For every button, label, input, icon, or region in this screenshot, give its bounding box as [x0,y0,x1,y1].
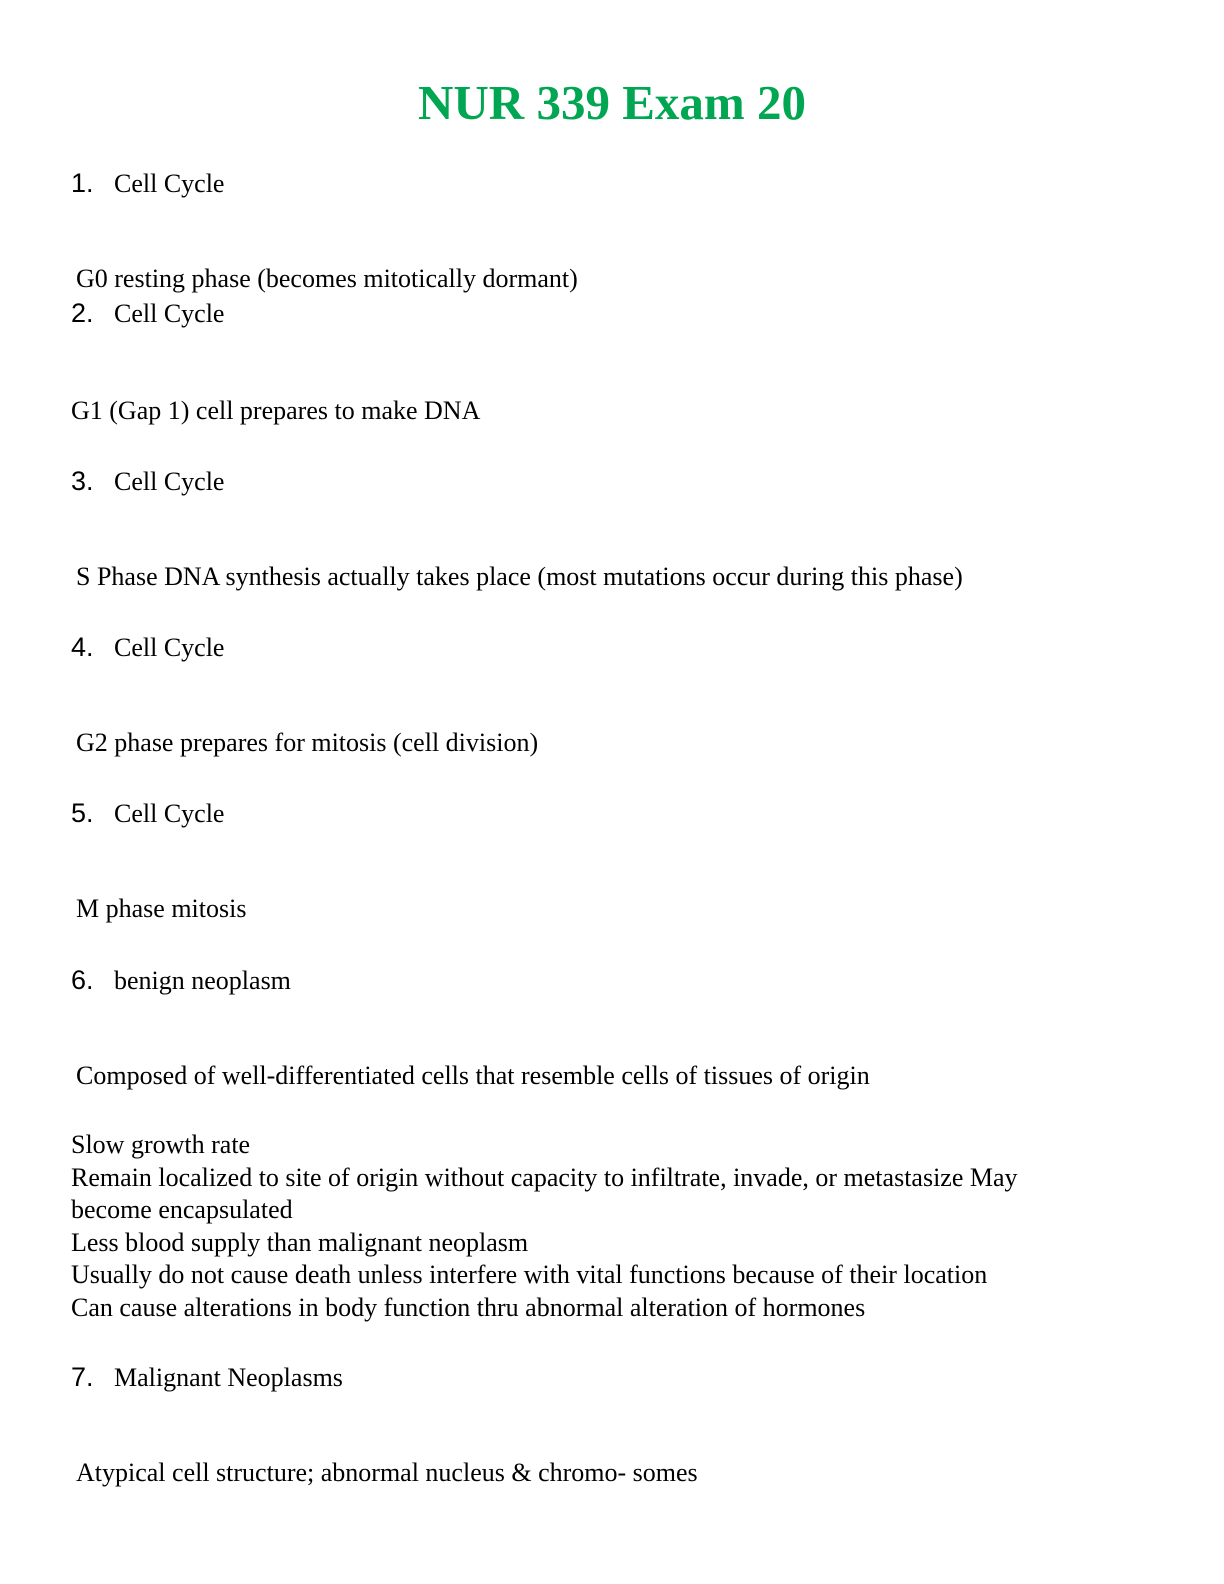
card-number: 3. [71,466,94,496]
card-term: Cell Cycle [114,633,225,662]
card-3-answer: S Phase DNA synthesis actually takes place (most mutations occur during this phase) [76,562,963,591]
card-number: 2. [71,298,94,328]
card-7-answer: Atypical cell structure; abnormal nucleus & chromo- somes [76,1458,698,1487]
card-term: Cell Cycle [114,799,225,828]
card-6-details [71,1129,1071,1324]
detail-line: Less blood supply than malignant neoplasm [71,1227,529,1257]
card-4-question [71,631,224,664]
page-title: NUR 339 Exam 20 [418,75,806,130]
card-5-answer: M phase mitosis [76,894,247,923]
detail-line: Slow growth rate [71,1130,251,1159]
card-term: benign neoplasm [114,966,291,995]
card-term: Cell Cycle [114,169,225,198]
detail-line: Usually do not cause death unless interfere with vital functions because of their location [71,1260,988,1289]
card-1-answer: G0 resting phase (becomes mitotically dormant) [76,264,578,293]
card-number: 7. [71,1362,94,1392]
card-term: Malignant Neoplasms [114,1363,343,1392]
card-7-question [71,1361,343,1394]
card-number: 4. [71,632,94,662]
detail-line: Can cause alterations in body function thru abnormal alteration of hormones [71,1292,866,1322]
card-number: 5. [71,798,94,828]
card-5-question [71,797,224,830]
card-term: Cell Cycle [114,299,225,328]
card-number: 1. [71,168,94,198]
card-6-question [71,964,291,997]
card-4-answer: G2 phase prepares for mitosis (cell division) [76,728,539,757]
card-2-answer: G1 (Gap 1) cell prepares to make DNA [71,396,481,425]
card-number: 6. [71,965,94,995]
card-3-question [71,465,224,498]
card-term: Cell Cycle [114,467,225,496]
detail-line: Remain localized to site of origin without capacity to infiltrate, invade, or metastasize May become encapsulated [71,1162,1018,1224]
card-6-answer: Composed of well-differentiated cells that resemble cells of tissues of origin [76,1061,870,1090]
card-2-question [71,297,224,330]
card-1-question [71,167,224,200]
